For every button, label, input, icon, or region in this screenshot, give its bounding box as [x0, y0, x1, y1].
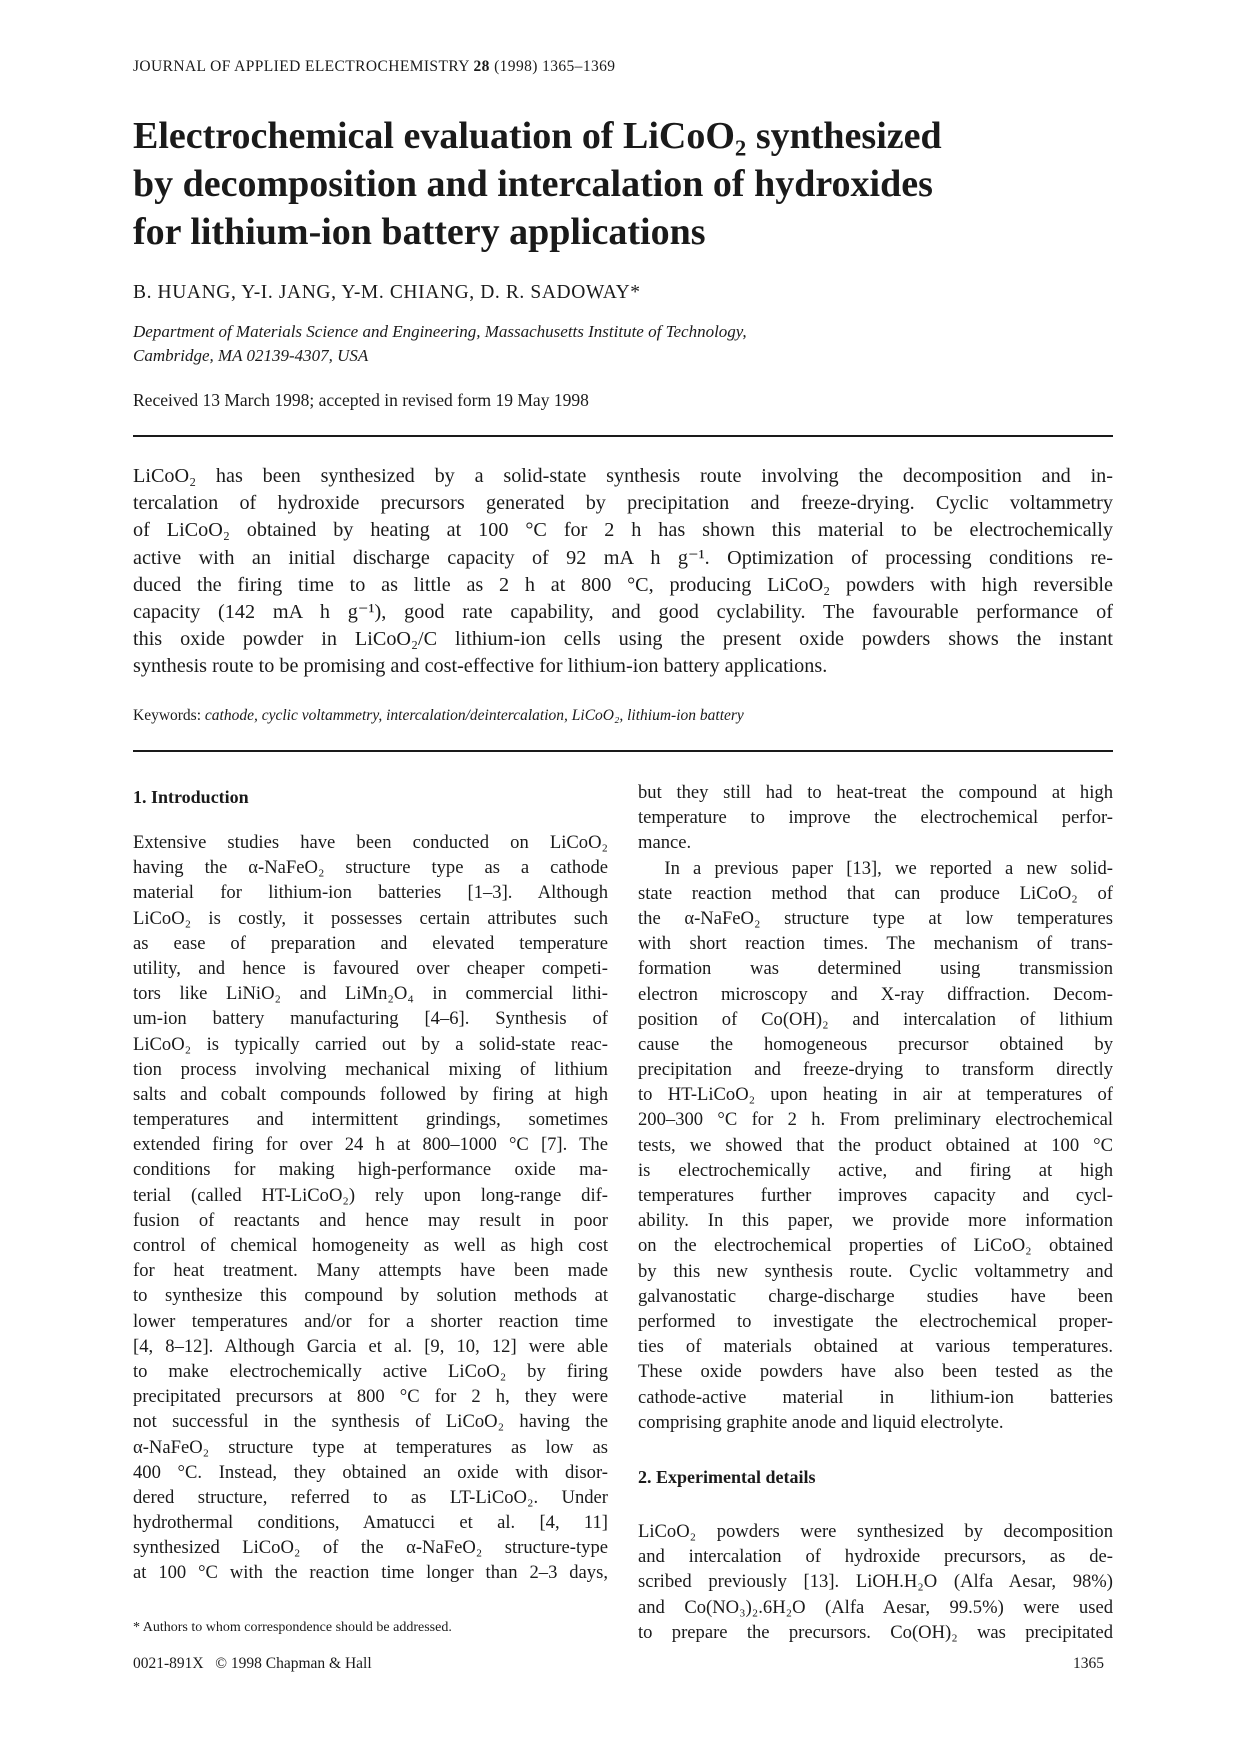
- copyright-notice: © 1998 Chapman & Hall: [215, 1655, 372, 1672]
- body-line: having the α-NaFeO₂ structure type as a cathode: [133, 857, 608, 879]
- journal-year-pages: (1998) 1365–1369: [489, 58, 616, 75]
- body-line: cause the homogeneous precursor obtained by: [638, 1033, 1113, 1055]
- issn-code: 0021-891X: [133, 1655, 204, 1672]
- body-line: temperatures further improves capacity and cycl-: [638, 1185, 1113, 1206]
- page-number: 1365: [1073, 1655, 1104, 1672]
- title-line: by decomposition and intercalation of hydroxides: [133, 163, 933, 205]
- abstract-line: synthesis route to be promising and cost-effective for lithium-ion battery applications.: [133, 655, 828, 678]
- body-line: utility, and hence is favoured over cheaper competi-: [133, 957, 608, 979]
- body-line: α-NaFeO₂ structure type at temperatures as low as: [133, 1436, 608, 1458]
- body-line: to make electrochemically active LiCoO₂ by firing: [133, 1360, 608, 1382]
- body-line: electron microscopy and X-ray diffraction. Decom-: [638, 983, 1113, 1005]
- abstract-line: of LiCoO₂ obtained by heating at 100 °C for 2 h has shown this material to be electrochemically: [133, 519, 1113, 542]
- body-line: cathode-active material in lithium-ion batteries: [638, 1386, 1113, 1408]
- body-line: at 100 °C with the reaction time longer than 2–3 days,: [133, 1562, 608, 1584]
- author-list: B. HUANG, Y-I. JANG, Y-M. CHIANG, D. R. SADOWAY*: [133, 282, 641, 303]
- body-line: extended firing for over 24 h at 800–1000 °C [7]. The: [133, 1134, 608, 1156]
- body-line: to prepare the precursors. Co(OH)₂ was precipitated: [638, 1621, 1113, 1643]
- journal-name: JOURNAL OF APPLIED ELECTROCHEMISTRY: [133, 58, 474, 75]
- abstract-line: capacity (142 mA h g⁻¹), good rate capability, and good cyclability. The favourable performance of: [133, 600, 1113, 623]
- body-line: temperature to improve the electrochemical perfor-: [638, 807, 1113, 829]
- body-line: performed to investigate the electrochemical proper-: [638, 1310, 1113, 1332]
- body-line: ability. In this paper, we provide more information: [638, 1210, 1113, 1232]
- body-line: synthesized LiCoO₂ of the α-NaFeO₂ structure-type: [133, 1537, 608, 1559]
- keywords: [133, 707, 744, 725]
- footer-left: [133, 1655, 372, 1673]
- body-line: LiCoO₂ is typically carried out by a solid-state reac-: [133, 1033, 608, 1055]
- body-line: to HT-LiCoO₂ upon heating in air at temperatures of: [638, 1084, 1113, 1106]
- abstract-line: this oxide powder in LiCoO₂/C lithium-ion cells using the present oxide powders shows the instant: [133, 628, 1113, 651]
- journal-volume: 28: [473, 58, 490, 75]
- body-line: but they still had to heat-treat the compound at high: [638, 782, 1113, 803]
- body-line: by this new synthesis route. Cyclic voltammetry and: [638, 1260, 1113, 1282]
- body-line: formation was determined using transmission: [638, 958, 1113, 980]
- section-heading: 1. Introduction: [133, 787, 249, 807]
- title-line: for lithium-ion battery applications: [133, 211, 706, 253]
- body-line: fusion of reactants and hence may result in poor: [133, 1209, 608, 1231]
- keywords-value: cathode, cyclic voltammetry, intercalation/deintercalation, LiCoO₂, lithium-ion battery: [204, 707, 744, 724]
- body-line: salts and cobalt compounds followed by firing at high: [133, 1083, 608, 1105]
- body-line: These oxide powders have also been tested as the: [638, 1361, 1113, 1383]
- body-line: and intercalation of hydroxide precursors, as de-: [638, 1546, 1113, 1568]
- paper-title: [133, 112, 1113, 256]
- body-line: um-ion battery manufacturing [4–6]. Synthesis of: [133, 1008, 608, 1030]
- bottom-rule: [133, 750, 1113, 752]
- body-line: dered structure, referred to as LT-LiCoO₂. Under: [133, 1486, 608, 1508]
- abstract-line: active with an initial discharge capacity of 92 mA h g⁻¹. Optimization of processing conditions re-: [133, 546, 1113, 569]
- body-line: tors like LiNiO₂ and LiMn₂O₄ in commercial lithi-: [133, 983, 608, 1005]
- body-line: with short reaction times. The mechanism of trans-: [638, 933, 1113, 955]
- body-line: state reaction method that can produce LiCoO₂ of: [638, 882, 1113, 904]
- body-line: the α-NaFeO₂ structure type at low temperatures: [638, 907, 1113, 929]
- body-line: galvanostatic charge-discharge studies have been: [638, 1285, 1113, 1307]
- body-line: mance.: [638, 832, 692, 854]
- abstract-line: LiCoO₂ has been synthesized by a solid-state synthesis route involving the decomposition and in-: [133, 465, 1113, 487]
- abstract-line: duced the firing time to as little as 2 h at 800 °C, producing LiCoO₂ powders with high reversible: [133, 573, 1113, 596]
- body-line: is electrochemically active, and firing at high: [638, 1159, 1113, 1181]
- keywords-label: Keywords:: [133, 707, 202, 724]
- body-line: 400 °C. Instead, they obtained an oxide with disor-: [133, 1461, 608, 1483]
- abstract: [133, 463, 1113, 681]
- intro-column-right: [638, 780, 1113, 1435]
- body-line: terial (called HT-LiCoO₂) rely upon long-range dif-: [133, 1184, 608, 1206]
- body-line: as ease of preparation and elevated temperature: [133, 932, 608, 954]
- body-line: precipitated precursors at 800 °C for 2 h, they were: [133, 1386, 608, 1408]
- correspondence-footnote: * Authors to whom correspondence should be addressed.: [133, 1620, 452, 1635]
- received-dates: Received 13 March 1998; accepted in revised form 19 May 1998: [133, 390, 589, 410]
- affiliation-line: Cambridge, MA 02139-4307, USA: [133, 346, 369, 365]
- body-line: conditions for making high-performance oxide ma-: [133, 1159, 608, 1181]
- body-line: for heat treatment. Many attempts have been made: [133, 1260, 608, 1282]
- body-line: Extensive studies have been conducted on LiCoO₂: [133, 832, 608, 853]
- body-line: not successful in the synthesis of LiCoO₂ having the: [133, 1411, 608, 1433]
- body-line: precipitation and freeze-drying to transform directly: [638, 1059, 1113, 1081]
- body-line: LiCoO₂ powders were synthesized by decomposition: [638, 1521, 1113, 1542]
- section-heading: 2. Experimental details: [638, 1467, 816, 1487]
- body-line: position of Co(OH)₂ and intercalation of lithium: [638, 1008, 1113, 1030]
- body-line: comprising graphite anode and liquid electrolyte.: [638, 1411, 1004, 1433]
- body-line: temperatures and intermittent grindings, sometimes: [133, 1109, 608, 1131]
- affiliation: [133, 320, 747, 368]
- journal-header: [133, 58, 615, 76]
- body-line: on the electrochemical properties of LiCoO₂ obtained: [638, 1235, 1113, 1257]
- body-line: scribed previously [13]. LiOH.H₂O (Alfa Aesar, 98%): [638, 1571, 1113, 1593]
- top-rule: [133, 435, 1113, 437]
- body-line: material for lithium-ion batteries [1–3]. Although: [133, 882, 608, 904]
- body-line: [4, 8–12]. Although Garcia et al. [9, 10, 12] were able: [133, 1335, 608, 1357]
- intro-column-left: [133, 830, 608, 1586]
- experimental-column: [638, 1519, 1113, 1645]
- body-line: to synthesize this compound by solution methods at: [133, 1285, 608, 1307]
- body-line: hydrothermal conditions, Amatucci et al. [4, 11]: [133, 1512, 608, 1534]
- body-line: tests, we showed that the product obtained at 100 °C: [638, 1134, 1113, 1156]
- abstract-line: tercalation of hydroxide precursors generated by precipitation and freeze-drying. Cyclic voltammetry: [133, 492, 1113, 515]
- body-line: ties of materials obtained at various temperatures.: [638, 1336, 1113, 1358]
- body-line: lower temperatures and/or for a shorter reaction time: [133, 1310, 608, 1332]
- title-line: Electrochemical evaluation of LiCoO₂ synthesized: [133, 115, 942, 157]
- body-line: and Co(NO₃)₂.6H₂O (Alfa Aesar, 99.5%) were used: [638, 1596, 1113, 1618]
- body-line: control of chemical homogeneity as well as high cost: [133, 1235, 608, 1256]
- body-line: LiCoO₂ is costly, it possesses certain attributes such: [133, 907, 608, 929]
- body-line: In a previous paper [13], we reported a new solid-: [638, 857, 1113, 879]
- body-line: 200–300 °C for 2 h. From preliminary electrochemical: [638, 1109, 1113, 1131]
- body-line: tion process involving mechanical mixing of lithium: [133, 1058, 608, 1080]
- affiliation-line: Department of Materials Science and Engineering, Massachusetts Institute of Technology,: [133, 322, 747, 341]
